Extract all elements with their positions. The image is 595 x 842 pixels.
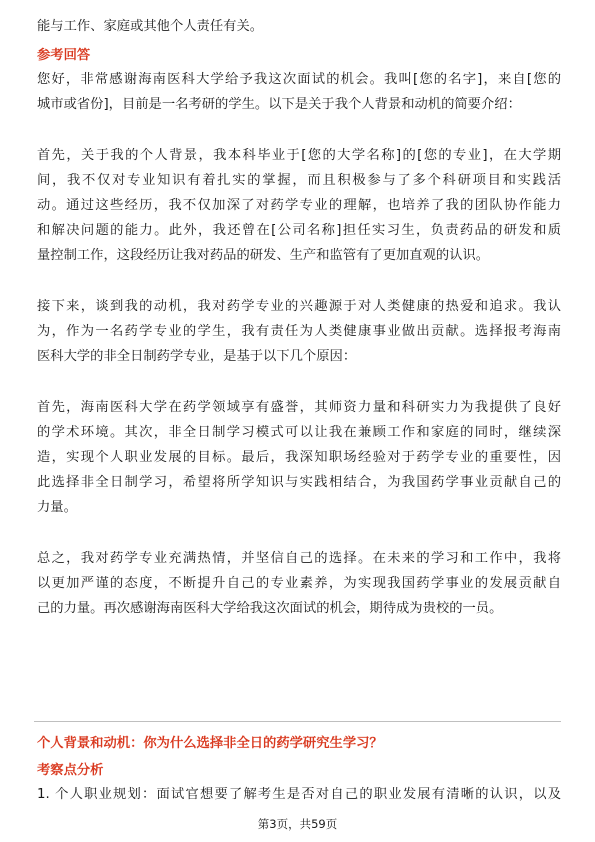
answer-paragraph-3 <box>37 294 561 369</box>
paragraph-line: 动。通过这些经历，我不仅加深了对药学专业的理解，也培养了我的团队协作能力 <box>37 198 561 213</box>
paragraph-line: 为，作为一名药学专业的学生，我有责任为人类健康事业做出贡献。选择报考海南 <box>37 324 561 339</box>
paragraph-line: 总之，我对药学专业充满热情，并坚信自己的选择。在未来的学习和工作中，我将 <box>37 551 561 566</box>
answer-heading: 参考回答 <box>37 48 91 63</box>
section-divider <box>34 721 561 722</box>
paragraph-line: 此选择非全日制学习，希望将所学知识与实践相结合，为我国药学事业贡献自己的 <box>37 475 561 490</box>
next-question-section <box>37 733 561 807</box>
paragraph-line: 接下来，谈到我的动机，我对药学专业的兴趣源于对人类健康的热爱和追求。我认 <box>37 299 561 314</box>
page-content <box>37 14 561 621</box>
paragraph-line: 造，实现个人职业发展的目标。最后，我深知职场经验对于药学专业的重要性，因 <box>37 450 561 465</box>
paragraph-line: 首先，海南医科大学在药学领域享有盛誉，其师资力量和科研实力为我提供了良好 <box>37 400 561 415</box>
paragraph-line: 医科大学的非全日制药学专业，是基于以下几个原因： <box>37 349 357 364</box>
paragraph-line: 城市或省份]，目前是一名考研的学生。以下是关于我个人背景和动机的简要介绍： <box>37 97 521 112</box>
paragraph-line: 以更加严谨的态度，不断提升自己的专业素养，为实现我国药学事业的发展贡献自 <box>37 576 561 591</box>
analysis-heading: 考察点分析 <box>37 763 104 778</box>
answer-paragraph-4 <box>37 395 561 520</box>
intro-tail-text: 能与工作、家庭或其他个人责任有关。 <box>37 19 264 34</box>
analysis-point-1: 1. 个人职业规划：面试官想要了解考生是否对自己的职业发展有清晰的认识，以及 <box>37 787 561 802</box>
paragraph-line: 力量。 <box>37 500 77 515</box>
paragraph-line: 量控制工作，这段经历让我对药品的研发、生产和监管有了更加直观的认识。 <box>37 248 490 263</box>
paragraph-line: 己的力量。再次感谢海南医科大学给我这次面试的机会，期待成为贵校的一员。 <box>37 601 503 616</box>
paragraph-line: 间，我不仅对专业知识有着扎实的掌握，而且积极参与了多个科研项目和实践活 <box>37 173 561 188</box>
answer-paragraph-1 <box>37 67 561 117</box>
paragraph-line: 和解决问题的能力。此外，我还曾在[公司名称]担任实习生，负责药品的研发和质 <box>37 223 561 238</box>
paragraph-line: 首先，关于我的个人背景，我本科毕业于[您的大学名称]的[您的专业]，在大学期 <box>37 148 561 163</box>
paragraph-line: 的学术环境。其次，非全日制学习模式可以让我在兼顾工作和家庭的同时，继续深 <box>37 425 561 440</box>
answer-paragraph-2 <box>37 143 561 268</box>
page-number-footer: 第3页，共59页 <box>257 817 338 831</box>
answer-paragraph-5 <box>37 546 561 621</box>
question-heading: 个人背景和动机：你为什么选择非全日的药学研究生学习？ <box>37 736 383 751</box>
paragraph-line: 您好，非常感谢海南医科大学给予我这次面试的机会。我叫[您的名字]，来自[您的 <box>37 72 561 87</box>
